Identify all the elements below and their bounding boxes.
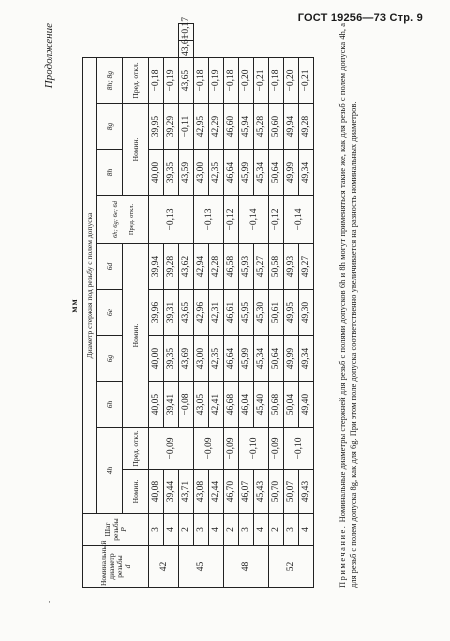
- cell-6g-nominal: 45,34: [254, 336, 269, 382]
- cell-8h-nominal: 39,35: [164, 150, 179, 196]
- cell-6e-nominal: 49,95: [284, 290, 299, 336]
- cell-8g-nominal: 39,29: [164, 104, 179, 150]
- cell-nominal-diameter: 52: [269, 546, 314, 588]
- table-row: [269, 24, 284, 588]
- cell-8-deviation: −0,19: [164, 57, 179, 103]
- cell-6h-nominal: 45,40: [254, 382, 269, 428]
- cell-6h-nominal: 49,40: [299, 382, 314, 428]
- cell-4h-nominal: 50,07: [284, 470, 299, 514]
- thread-diameter-table: [82, 17, 314, 588]
- cell-6h-nominal: 50,68: [269, 382, 284, 428]
- header-nominal-diameter: Номинальный диаметр резьбы d: [83, 546, 149, 588]
- cell-8g-nominal: 45,28: [254, 104, 269, 150]
- cell-8-deviation: −0,21: [299, 57, 314, 103]
- cell-8h-nominal: 42,35: [209, 150, 224, 196]
- cell-4h-deviation: −0,09: [194, 428, 224, 470]
- cell-6d-nominal: 45,27: [254, 244, 269, 290]
- margin-mark: ·: [48, 597, 51, 607]
- cell-4h-deviation: −0,09: [224, 428, 239, 470]
- cell-6-deviation: −0,13: [194, 196, 224, 244]
- cell-8h-nominal: 45,99: [239, 150, 254, 196]
- cell-8g-nominal: 39,95: [149, 104, 164, 150]
- cell-6g-nominal: 45,99: [239, 336, 254, 382]
- cell-6g-nominal: 46,64: [224, 336, 239, 382]
- cell-6e-nominal: 46,61: [224, 290, 239, 336]
- footnote: [337, 23, 358, 588]
- cell-6e-nominal: 45,30: [254, 290, 269, 336]
- cell-8-deviation: −0,21: [254, 57, 269, 103]
- cell-pitch: 3: [284, 514, 299, 546]
- cell-8g-nominal: 50,60: [269, 104, 284, 150]
- cell-pitch: 2: [224, 514, 239, 546]
- cell-4h-nominal: 43,71: [179, 470, 194, 514]
- cell-pitch: 3: [149, 514, 164, 546]
- cell-4h-deviation: −0,09: [269, 428, 284, 470]
- cell-6h-nominal: 50,04: [284, 382, 299, 428]
- cell-8-deviation: −0,18: [224, 57, 239, 103]
- cell-6g-nominal: 39,35: [164, 336, 179, 382]
- header-tol-8h: 8h: [97, 150, 123, 196]
- cell-4h-deviation: −0,10: [239, 428, 269, 470]
- cell-4h-nominal: 49,43: [299, 470, 314, 514]
- cell-4h-nominal: 45,43: [254, 470, 269, 514]
- header-tol-4h: 4h: [97, 428, 123, 514]
- cell-8g-nominal: 42,95: [194, 104, 209, 150]
- cell-nominal-diameter: 42: [149, 546, 179, 588]
- header-4h-nominal: Номин.: [123, 470, 149, 514]
- cell-8h-nominal: 43,65: [179, 57, 194, 103]
- cell-6d-nominal: 50,58: [269, 244, 284, 290]
- unit-label: мм: [69, 298, 79, 313]
- table-row: [239, 24, 254, 588]
- header-tol-6d: 6d: [97, 244, 123, 290]
- cell-6h-nominal: 43,69: [179, 336, 194, 382]
- cell-8-deviation: −0,18: [194, 57, 209, 103]
- header-tol-8g: 8g: [97, 104, 123, 150]
- cell-4h-nominal: 46,07: [239, 470, 254, 514]
- table-row: [164, 24, 179, 588]
- cell-4h-nominal: 40,08: [149, 470, 164, 514]
- cell-8h-nominal: 40,00: [149, 150, 164, 196]
- header-8-deviation: Пред. откл.: [123, 57, 149, 103]
- cell-4h-nominal: 42,44: [209, 470, 224, 514]
- cell-8g-nominal: 49,94: [284, 104, 299, 150]
- cell-6e-nominal: 45,95: [239, 290, 254, 336]
- header-group-title: Диаметр стержня под резьбу с полем допуска: [83, 57, 97, 513]
- cell-6h-nominal: 40,05: [149, 382, 164, 428]
- table-row: [194, 24, 209, 588]
- cell-6e-nominal: 49,30: [299, 290, 314, 336]
- cell-pitch: 3: [239, 514, 254, 546]
- cell-6d-nominal: 39,28: [164, 244, 179, 290]
- cell-pitch: 2: [179, 514, 194, 546]
- cell-6e-nominal: 39,31: [164, 290, 179, 336]
- cell-6h-nominal: 42,41: [209, 382, 224, 428]
- table-row: [224, 24, 239, 588]
- cell-6d-nominal: 43,59: [179, 150, 194, 196]
- cell-8-deviation: −0,17: [179, 24, 194, 41]
- table-row: [209, 24, 224, 588]
- header-tol-8h8g: 8h; 8g: [97, 57, 123, 103]
- cell-pitch: 4: [254, 514, 269, 546]
- cell-6d-nominal: 45,93: [239, 244, 254, 290]
- cell-8g-nominal: 43,61: [179, 41, 194, 58]
- table-row: [179, 24, 194, 588]
- cell-8h-nominal: 50,64: [269, 150, 284, 196]
- cell-nominal-diameter: 45: [179, 546, 224, 588]
- cell-8-deviation: −0,20: [284, 57, 299, 103]
- cell-6-deviation: −0,13: [149, 196, 194, 244]
- cell-6e-nominal: 50,61: [269, 290, 284, 336]
- cell-6d-nominal: 42,94: [194, 244, 209, 290]
- cell-8g-nominal: 45,94: [239, 104, 254, 150]
- cell-6d-nominal: 42,28: [209, 244, 224, 290]
- table-row: [299, 24, 314, 588]
- cell-4h-nominal: 46,70: [224, 470, 239, 514]
- table-row: [149, 24, 164, 588]
- cell-pitch: 3: [194, 514, 209, 546]
- cell-6d-nominal: 46,58: [224, 244, 239, 290]
- cell-pitch: 4: [164, 514, 179, 546]
- header-4h-deviation: Пред. откл.: [123, 428, 149, 470]
- cell-4h-deviation: −0,08: [179, 382, 194, 428]
- cell-8h-nominal: 49,99: [284, 150, 299, 196]
- cell-6h-nominal: 46,04: [239, 382, 254, 428]
- cell-6h-nominal: 39,41: [164, 382, 179, 428]
- cell-6-deviation: −0,14: [239, 196, 269, 244]
- header-6-nominal: Номин.: [123, 244, 149, 428]
- cell-6d-nominal: 39,94: [149, 244, 164, 290]
- cell-6-deviation: −0,12: [269, 196, 284, 244]
- cell-6d-nominal: 49,93: [284, 244, 299, 290]
- cell-4h-nominal: 39,44: [164, 470, 179, 514]
- cell-6g-nominal: 43,65: [179, 290, 194, 336]
- cell-4h-nominal: 43,08: [194, 470, 209, 514]
- cell-6d-nominal: 49,27: [299, 244, 314, 290]
- header-tol-6h: 6h: [97, 382, 123, 428]
- cell-8g-nominal: 46,60: [224, 104, 239, 150]
- cell-8-deviation: −0,18: [269, 57, 284, 103]
- cell-nominal-diameter: 48: [224, 546, 269, 588]
- cell-8g-nominal: 42,29: [209, 104, 224, 150]
- cell-8h-nominal: 43,00: [194, 150, 209, 196]
- header-8-nominal: Номин.: [123, 104, 149, 196]
- footnote-text: Номинальные диаметры стержней для резьб с полями допусков 6h и 8h могут применяться такие же, как для резьб с полем допуска 4h, а для резьб с полем допуска 8g, как для 6g. При этом поле допуска соответственно увеличивается на разность номинальных диаметров.: [337, 22, 358, 588]
- table-row: [254, 24, 269, 588]
- cell-pitch: 4: [209, 514, 224, 546]
- footnote-lead: Примечание.: [337, 524, 347, 588]
- cell-4h-deviation: −0,10: [284, 428, 314, 470]
- cell-8h-nominal: 46,64: [224, 150, 239, 196]
- cell-6e-nominal: 42,96: [194, 290, 209, 336]
- cell-6g-nominal: 50,64: [269, 336, 284, 382]
- cell-8h-nominal: 45,34: [254, 150, 269, 196]
- cell-pitch: 2: [269, 514, 284, 546]
- cell-8h-nominal: 49,34: [299, 150, 314, 196]
- header-tol-6e: 6e: [97, 290, 123, 336]
- cell-6g-nominal: 49,99: [284, 336, 299, 382]
- cell-6g-nominal: 49,34: [299, 336, 314, 382]
- cell-pitch: 4: [299, 514, 314, 546]
- cell-6e-nominal: 42,31: [209, 290, 224, 336]
- cell-6-deviation: −0,11: [179, 104, 194, 150]
- cell-6g-nominal: 40,00: [149, 336, 164, 382]
- cell-4h-nominal: 50,70: [269, 470, 284, 514]
- continuation-label: Продолжение: [43, 23, 55, 89]
- cell-6h-nominal: 43,05: [194, 382, 209, 428]
- cell-6e-nominal: 39,96: [149, 290, 164, 336]
- header-tol-combo: 6h; 6g; 6e; 6d Пред. откл.: [97, 196, 149, 244]
- cell-8-deviation: −0,18: [149, 57, 164, 103]
- table-row: [284, 24, 299, 588]
- cell-4h-deviation: −0,09: [149, 428, 194, 470]
- cell-8-deviation: −0,19: [209, 57, 224, 103]
- cell-6g-nominal: 42,35: [209, 336, 224, 382]
- cell-6e-nominal: 43,62: [179, 244, 194, 290]
- cell-6g-nominal: 43,00: [194, 336, 209, 382]
- page-header: ГОСТ 19256—73 Стр. 9: [297, 12, 423, 24]
- header-tol-6g: 6g: [97, 336, 123, 382]
- cell-8g-nominal: 49,28: [299, 104, 314, 150]
- cell-6h-nominal: 46,68: [224, 382, 239, 428]
- table-body: [149, 17, 314, 588]
- cell-6-deviation: −0,12: [224, 196, 239, 244]
- header-pitch: Шаг резьбы P: [83, 514, 149, 546]
- cell-6-deviation: −0,14: [284, 196, 314, 244]
- cell-8-deviation: −0,20: [239, 57, 254, 103]
